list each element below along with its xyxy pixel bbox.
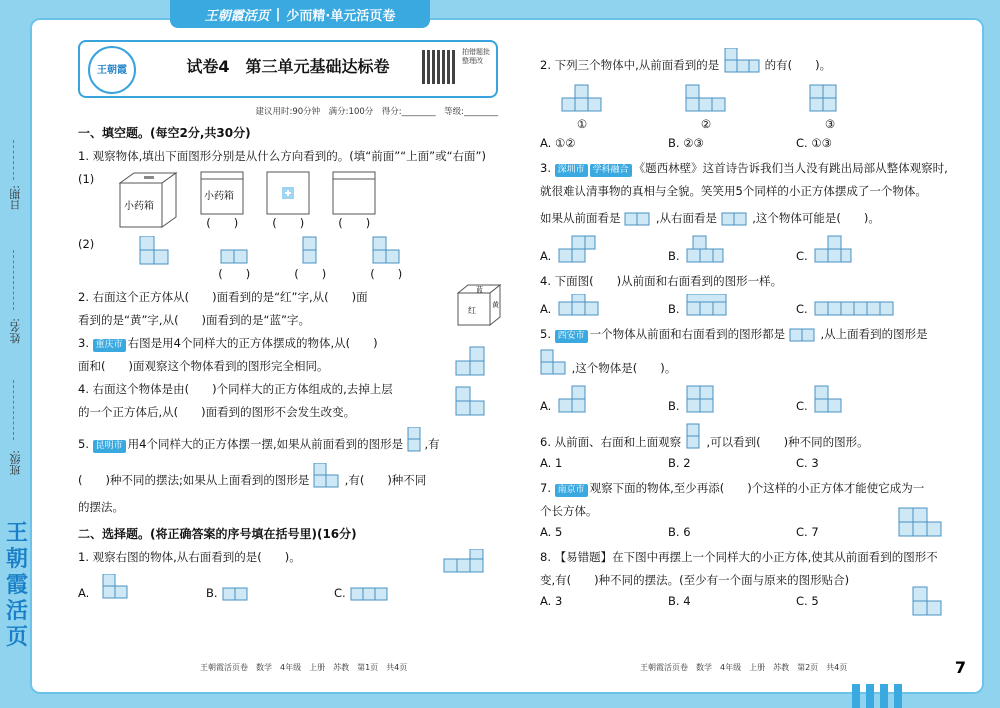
c1-option-c[interactable] [334,585,462,602]
q1-row2-label: (2) [78,237,95,251]
q5-line3: 的摆法。 [78,500,124,514]
cube-stack-icon [138,236,174,266]
c5-option-c[interactable] [796,383,924,415]
top-face-icon [266,171,310,215]
q1-answer-4[interactable]: ( ) [218,267,251,281]
c5-line1-end: ,从上面看到的图形是 [820,327,928,341]
c2-option-c[interactable]: C. ①③ [796,136,832,150]
right-face-icon [332,171,376,215]
c3-topic-tag: 学科融合 [590,164,632,177]
c3-line3c: ,这个物体可能是( )。 [752,211,880,225]
c5-option-b-label: B. [668,399,680,413]
left-column [78,40,498,602]
cube-front-text: 红 [468,306,476,315]
c1-option-b-label: B. [206,586,218,600]
q1-answer-6[interactable]: ( ) [370,267,403,281]
c7-line1: 观察下面的物体,至少再添( )个这样的小正方体才能使它成为一 [589,481,925,495]
right-column [540,40,955,610]
q1-answer-1[interactable]: ( ) [206,216,239,230]
q1-box1-text: 小药箱 [124,201,155,212]
class-label: 班级: [9,450,22,476]
c4-option-c[interactable] [796,294,924,318]
c1-cube-row-icon [442,549,488,575]
q1-answer-3[interactable]: ( ) [338,216,371,230]
c8-line1: 8. 【易错题】在下图中再摆上一个同样大的小正方体,使其从前面看到的图形不 [540,550,938,564]
c5-option-a-label: A. [540,399,552,413]
c3-line3a: 如果从前面看是 [540,211,621,225]
c1-options [78,574,498,602]
q1-box2-text: 小药箱 [204,191,235,202]
name-label: 姓名: [9,318,22,344]
question-2 [78,286,499,329]
decorative-bars [852,684,902,708]
option-shape-icon [811,383,855,415]
c1-option-a[interactable] [78,574,206,602]
option-shape-icon [683,383,727,415]
c2-figure-1 [560,82,604,133]
date-line [13,140,15,180]
vertical-squares-icon [300,236,320,266]
c8-option-b[interactable]: B. 4 [668,594,691,608]
c4-option-a-label: A. [540,302,552,316]
c6-figure-icon [685,423,703,451]
c2-option-a[interactable]: A. ①② [540,136,576,150]
q5-number: 5. [78,437,93,451]
q4-line2: 的一个正方体后,从( )面看到的图形不会发生改变。 [78,405,356,419]
c6-options [540,455,955,472]
brand-seal: 王朝霞 [88,46,136,94]
c2-view-icon [723,48,761,74]
c2-label-2: ② [700,117,712,131]
q3-region-tag: 重庆市 [93,339,126,352]
c7-cube-block-icon [897,506,947,540]
c3-right-view-icon [721,211,749,227]
q5-line1: 用4个同样大的正方体摆一摆,如果从前面看到的图形是 [127,437,404,451]
option-shape-icon [555,383,599,415]
c2-label-3: ③ [824,117,836,131]
c6-option-c[interactable]: C. 3 [796,456,819,470]
c5-line1: 一个物体从前面和右面看到的图形都是 [589,327,786,341]
c3-front-view-icon [624,211,652,227]
q5-region-tag: 昆明市 [93,440,126,453]
choice-1 [78,549,498,602]
cube-group-icon [808,82,852,116]
qr-caption: 拍错题批整理改 [462,48,490,65]
option-shape-icon [811,233,855,265]
q5-top-view-icon [313,463,341,489]
c1-option-a-label: A. [78,586,90,600]
c2-figure-3 [808,82,852,133]
q1-row1 [78,171,498,232]
question-4 [78,381,498,421]
q1-answer-5[interactable]: ( ) [294,267,327,281]
c6-line1-end: ,可以看到( )种不同的图形。 [706,435,869,449]
c4-option-a[interactable] [540,294,668,318]
c4-options [540,294,955,318]
c2-options [540,135,955,152]
footer-left: 王朝霞活页卷 数学 4年级 上册 苏教 第1页 共4页 [200,663,408,672]
brand-name: 王朝霞活页 [204,8,270,24]
question-1: 1. 观察物体,填出下面图形分别是从什么方向看到的。(填“前面”“上面”或“右面”) [78,149,486,163]
c5-option-a[interactable] [540,383,668,415]
q1-view-6 [370,236,402,283]
footer-right: 王朝霞活页卷 数学 4年级 上册 苏教 第2页 共4页 [640,663,848,672]
c1-option-b[interactable] [206,585,334,602]
c7-option-c[interactable]: C. 7 [796,525,819,539]
q1-view-right [332,171,376,232]
c7-line2: 个长方体。 [540,504,598,518]
q4-line1: 4. 右面这个物体是由( )个同样大的正方体组成的,去掉上层 [78,382,393,396]
c3-option-b[interactable] [668,233,796,265]
top-banner [170,0,430,28]
option-shape-icon [555,233,599,265]
c7-options [540,524,955,541]
option-shape-icon [349,586,391,602]
c3-region-tag: 深圳市 [555,164,588,177]
c7-option-b[interactable]: B. 6 [668,525,691,539]
c5-line2: ,这个物体是( )。 [571,361,677,375]
c4-option-c-label: C. [796,302,808,316]
c5-top-view-icon [540,349,568,377]
question-3 [78,335,498,375]
q1-row2 [78,236,498,283]
c6-option-b[interactable]: B. 2 [668,456,691,470]
q1-view-front [200,171,244,232]
cube-group-icon [684,82,728,116]
c4-text: 4. 下面图( )从前面和右面看到的图形一样。 [540,274,783,288]
q5-line2-end: ,有( )种不同 [344,473,427,487]
q5-front-view-icon [407,427,421,453]
q5-line2: ( )种不同的摆法;如果从上面看到的图形是 [78,473,310,487]
c2-option-b[interactable]: B. ②③ [668,136,704,150]
cube-top-text: 蓝 [476,286,483,294]
qr-code-icon[interactable] [422,50,456,84]
series-name: 少而精·单元活页卷 [286,8,396,24]
two-squares-icon [219,236,249,266]
exam-title: 试卷4 第三单元基础达标卷 [186,57,390,76]
c2-figures [540,82,955,133]
q1-view-top [266,171,310,232]
brand-logo: 王朝霞活页 [6,520,29,650]
question-5 [78,427,498,516]
option-shape-icon [555,294,603,318]
c7-region-tag: 南京市 [555,484,588,497]
q1-view-4 [218,236,250,283]
c4-option-b-label: B. [668,302,680,316]
c2-figure-2 [684,82,728,133]
section-choice: 二、选择题。(将正确答案的序号填在括号里)(16分) [78,527,357,541]
q3-line2: 面和( )面观察这个物体看到的图形完全相同。 [78,359,329,373]
c3-line2: 就很难认清事物的真相与全貌。笑笑用5个同样的小正方体摆成了一个物体。 [540,184,927,198]
c2-text-end: 的有( )。 [764,58,832,72]
choice-8 [540,549,955,610]
q4-cube-stack-icon [454,383,488,417]
labeled-cube-icon [456,283,502,329]
c3-line1: 《题西林壁》这首诗告诉我们当人没有跳出局部从整体观察时, [633,161,948,175]
c3-options [540,233,955,265]
c1-option-c-label: C. [334,586,346,600]
exam-meta: 建议用时:90分钟 满分:100分 得分:________ 等级:________ [255,107,498,117]
option-shape-icon [811,294,895,318]
section-fill-blank: 一、填空题。(每空2分,共30分) [78,126,251,140]
q3-cube-stack-icon [454,343,488,377]
l-shape-icon [371,236,401,266]
q5-line1-end: ,有 [424,437,440,451]
c2-label-1: ① [576,117,588,131]
c3-option-a[interactable] [540,233,668,265]
c7-number: 7. [540,481,555,495]
q1-view-5 [294,236,326,283]
q1-answer-2[interactable]: ( ) [272,216,305,230]
c4-option-b[interactable] [668,294,796,318]
c3-line3b: ,从右面看是 [655,211,717,225]
c7-option-a[interactable]: A. 5 [540,525,563,539]
option-shape-icon [683,294,731,318]
q2-line2: 看到的是“黄”字,从( )面看到的是“蓝”字。 [78,313,310,327]
q1-row1-label: (1) [78,172,95,186]
c6-line1: 6. 从前面、右面和上面观察 [540,435,682,449]
c3-option-c-label: C. [796,249,808,263]
option-shape-icon [683,233,727,265]
c8-option-a[interactable]: A. 3 [540,594,563,608]
c5-option-b[interactable] [668,383,796,415]
date-label: 日期: [9,185,22,211]
c3-option-b-label: B. [668,249,680,263]
c1-text: 1. 观察右图的物体,从右面看到的是( )。 [78,550,301,564]
cube-side-text: 黄 [492,301,499,309]
class-line [13,380,15,440]
c2-text: 2. 下列三个物体中,从前面看到的是 [540,58,720,72]
option-shape-icon [221,586,251,602]
c8-option-c[interactable]: C. 5 [796,594,819,608]
q3-line1: 右图是用4个同样大的正方体摆成的物体,从( ) [127,336,378,350]
option-shape-icon [93,574,131,602]
page-number: 7 [954,658,966,677]
c5-options [540,383,955,415]
c5-option-c-label: C. [796,399,808,413]
medicine-box-3d-icon [116,171,178,231]
c5-region-tag: 西安市 [555,330,588,343]
c3-number: 3. [540,161,555,175]
name-line [13,250,15,310]
front-face-icon [200,171,244,215]
c5-front-view-icon [789,327,817,343]
c3-option-c[interactable] [796,233,924,265]
cube-group-icon [560,82,604,116]
q2-line1: 2. 右面这个正方体从( )面看到的是“红”字,从( )面 [78,290,368,304]
c3-option-a-label: A. [540,249,552,263]
c6-option-a[interactable]: A. 1 [540,456,563,470]
c8-line2: 变,有( )种不同的摆法。(至少有一个面与原来的图形贴合) [540,573,850,587]
c5-number: 5. [540,327,555,341]
exam-header [78,40,498,98]
c8-options [540,593,955,610]
choice-7 [540,480,955,541]
c8-cube-group-icon [911,585,945,619]
q3-number: 3. [78,336,93,350]
banner-divider: | [275,6,281,22]
